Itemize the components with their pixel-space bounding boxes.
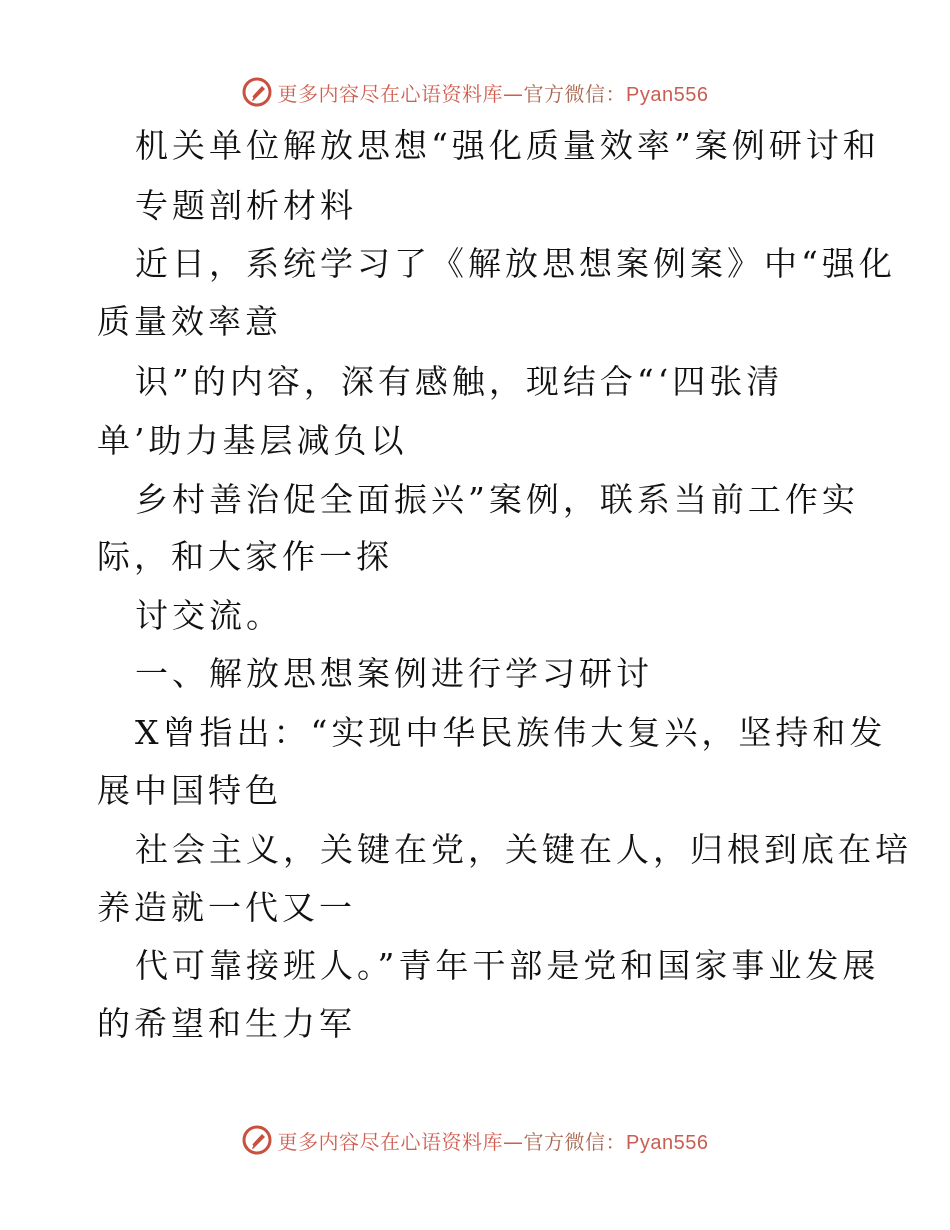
watermark-prefix: 更多内容尽在心语资料库	[277, 81, 504, 106]
header-watermark	[0, 72, 950, 112]
paragraph-line: 养造就一代又一	[97, 888, 356, 927]
watermark-wechat-label: 官方微信：	[523, 81, 627, 106]
footer-watermark	[0, 1120, 950, 1160]
paragraph-line: 社会主义，关键在党，关键在人，归根到底在培	[135, 830, 912, 869]
paragraph-line: 近日，系统学习了《解放思想案例案》中“强化	[135, 244, 896, 283]
paragraph-line: 的希望和生力军	[97, 1004, 356, 1043]
paragraph-line: X曾指出：“实现中华民族伟大复兴，坚持和发	[135, 713, 887, 752]
watermark-prefix: 更多内容尽在心语资料库	[277, 1129, 504, 1154]
paragraph-line: 代可靠接班人。”青年干部是党和国家事业发展	[135, 946, 880, 985]
paragraph-line: 际，和大家作一探	[97, 537, 393, 576]
title-line-2: 专题剖析材料	[135, 186, 357, 225]
paragraph-line: 单’助力基层减负以	[97, 421, 408, 460]
pen-logo-icon	[242, 1125, 272, 1155]
paragraph-line: 乡村善治促全面振兴”案例，联系当前工作实	[135, 480, 859, 519]
paragraph-line: 展中国特色	[97, 771, 282, 810]
section-heading: 一、解放思想案例进行学习研讨	[135, 654, 653, 693]
watermark-text	[278, 78, 709, 107]
watermark-handle: Pyan556	[626, 83, 709, 106]
paragraph-line: 讨交流。	[135, 596, 283, 635]
watermark-wechat-label: 官方微信：	[523, 1129, 627, 1154]
pen-logo-icon	[242, 77, 272, 107]
paragraph-line: 识”的内容，深有感触，现结合“‘四张清	[135, 362, 784, 401]
watermark-text	[278, 1126, 709, 1155]
watermark-handle: Pyan556	[626, 1131, 709, 1154]
watermark-dash: —	[503, 1129, 524, 1154]
watermark-dash: —	[503, 81, 524, 106]
paragraph-line: 质量效率意	[97, 302, 282, 341]
title-line-1: 机关单位解放思想“强化质量效率”案例研讨和	[135, 126, 880, 165]
